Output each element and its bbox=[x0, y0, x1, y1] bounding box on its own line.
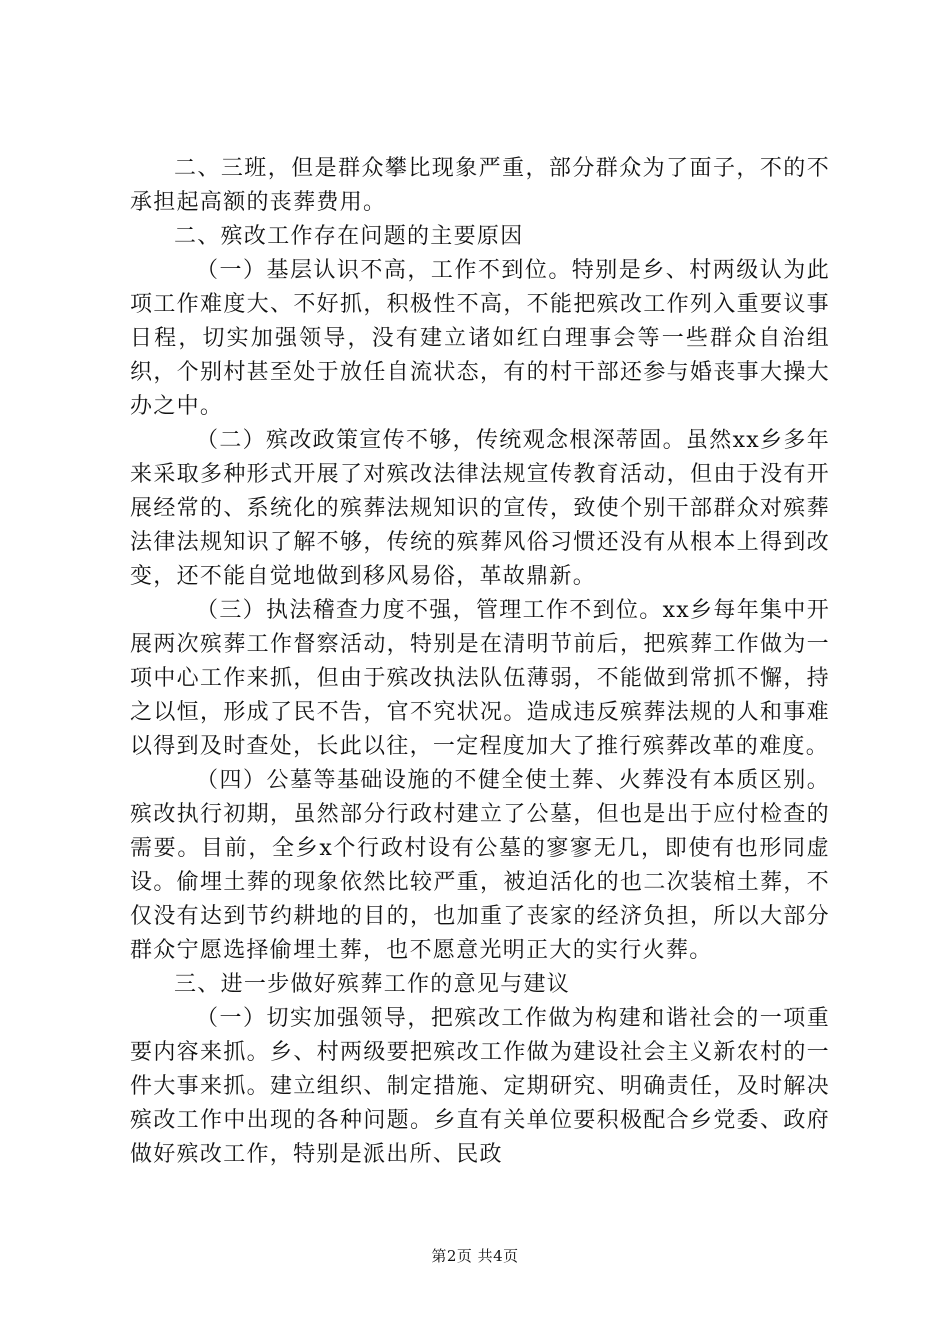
paragraph-cause-2: （二）殡改政策宣传不够，传统观念根深蒂固。虽然xx乡多年来采取多种形式开展了对殡改法律法规宣传教育活动，但由于没有开展经常的、系统化的殡葬法规知识的宣传，致使个别干部群众对殡葬法律法规知识了解不够，传统的殡葬风俗习惯还没有从根本上得到改变，还不能自觉地做到移风易俗，革故鼎新。 bbox=[130, 428, 830, 589]
page-footer bbox=[0, 1246, 950, 1266]
paragraph-cause-3: （三）执法稽查力度不强，管理工作不到位。xx乡每年集中开展两次殡葬工作督察活动，特别是在清明节前后，把殡葬工作做为一项中心工作来抓，但由于殡改执法队伍薄弱，不能做到常抓不懈，持之以恒，形成了民不告，官不究状况。造成违反殡葬法规的人和事难以得到及时查处，长此以往，一定程度加大了推行殡葬改革的难度。 bbox=[130, 598, 830, 759]
paragraph-suggestion-1: （一）切实加强领导，把殡改工作做为构建和谐社会的一项重要内容来抓。乡、村两级要把殡改工作做为建设社会主义新农村的一件大事来抓。建立组织、制定措施、定期研究、明确责任，及时解决殡改工作中出现的各种问题。乡直有关单位要积极配合乡党委、政府做好殡改工作，特别是派出所、民政 bbox=[130, 1006, 830, 1167]
section-heading-2: 二、殡改工作存在问题的主要原因 bbox=[174, 224, 524, 249]
paragraph-cause-4: （四）公墓等基础设施的不健全使土葬、火葬没有本质区别。殡改执行初期，虽然部分行政村建立了公墓，但也是出于应付检查的需要。目前，全乡x个行政村设有公墓的寥寥无几，即使有也形同虚设。偷埋土葬的现象依然比较严重，被迫活化的也二次装棺土葬，不仅没有达到节约耕地的目的，也加重了丧家的经济负担，所以大部分群众宁愿选择偷埋土葬，也不愿意光明正大的实行火葬。 bbox=[130, 768, 830, 963]
page-number-label: 第2页 共4页 bbox=[431, 1247, 519, 1265]
paragraph-continuation: 二、三班，但是群众攀比现象严重，部分群众为了面子，不的不承担起高额的丧葬费用。 bbox=[130, 156, 830, 215]
document-body bbox=[130, 152, 830, 1172]
paragraph-cause-1: （一）基层认识不高，工作不到位。特别是乡、村两级认为此项工作难度大、不好抓，积极性不高，不能把殡改工作列入重要议事日程，切实加强领导，没有建立诸如红白理事会等一些群众自治组织，个别村甚至处于放任自流状态，有的村干部还参与婚丧事大操大办之中。 bbox=[130, 258, 830, 419]
section-heading-3: 三、进一步做好殡葬工作的意见与建议 bbox=[174, 972, 571, 997]
